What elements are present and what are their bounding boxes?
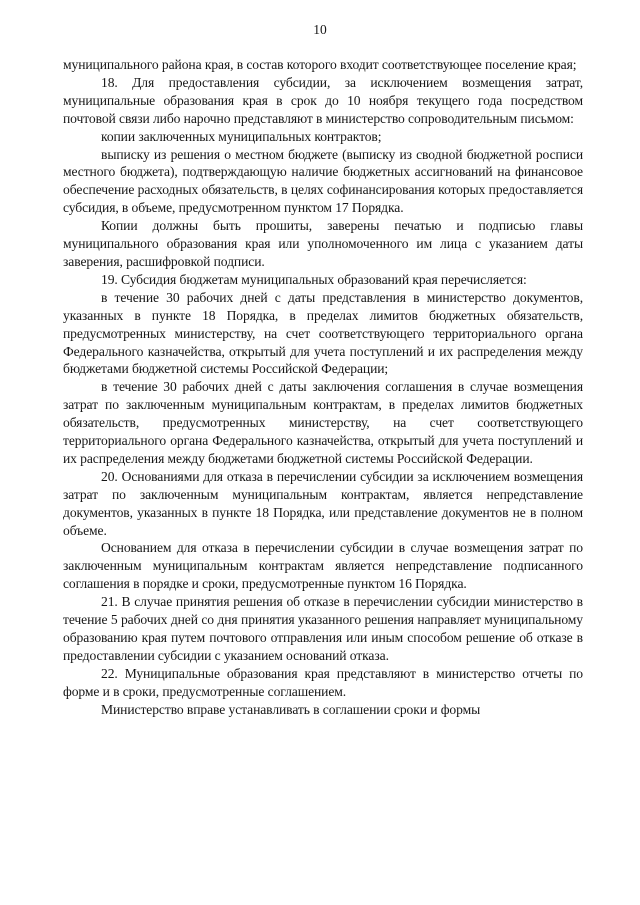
paragraph-clause-19: 19. Субсидия бюджетам муниципальных образований края перечисляется: [101, 271, 527, 287]
document-body [63, 56, 583, 719]
paragraph-list-item-contracts: копии заключенных муниципальных контрактов; [101, 128, 382, 144]
paragraph-clause-22: 22. Муниципальные образования края представляют в министерство отчеты по форме и в сроки, предусмотренные соглашением. [63, 665, 583, 699]
paragraph-clause-21: 21. В случае принятия решения об отказе в перечислении субсидии министерство в течение 5 рабочих дней со дня принятия указанного решения направляет муниципальному образованию края путем почтового отправления или иным способом решение об отказе в предоставлении субсидии с указанием оснований отказа. [63, 594, 583, 663]
paragraph-ministry-rights: Министерство вправе устанавливать в соглашении сроки и формы [101, 701, 481, 717]
paragraph-transfer-condition-2: в течение 30 рабочих дней с даты заключения соглашения в случае возмещения затрат по заключенным муниципальным контрактам, в пределах лимитов бюджетных обязательств, предусмотренных министерству, на счет соответствующего территориального органа Федерального казначейства, открытый для учета поступлений и их распределения между бюджетами бюджетной системы Российской Федерации. [63, 379, 583, 466]
paragraph-clause-18: 18. Для предоставления субсидии, за исключением возмещения затрат, муниципальные образования края в срок до 10 ноября текущего года посредством почтовой связи либо нарочно представляют в министерство сопроводительным письмом: [63, 74, 583, 126]
page-number: 10 [313, 22, 327, 37]
paragraph-copies-requirements: Копии должны быть прошиты, заверены печатью и подписью главы муниципального образования края или уполномоченного им лица с указанием даты заверения, расшифровкой подписи. [63, 218, 583, 269]
paragraph-refusal-ground: Основанием для отказа в перечислении субсидии в случае возмещения затрат по заключенным муниципальным контрактам является непредставление подписанного соглашения в порядке и сроки, предусмотренные пунктом 16 Порядка. [63, 540, 583, 592]
paragraph-list-item-budget-extract: выписку из решения о местном бюджете (выписку из сводной бюджетной росписи местного бюджета), подтверждающую наличие бюджетных ассигнований на финансовое обеспечение расходных обязательств, в целях софинансирования которых предоставляется субсидия, в объеме, предусмотренном пунктом 17 Порядка. [63, 146, 583, 216]
paragraph-transfer-condition-1: в течение 30 рабочих дней с даты представления в министерство документов, указанных в пункте 18 Порядка, в пределах лимитов бюджетных обязательств, предусмотренных министерству, на счет соответствующего территориального органа Федерального казначейства, открытый для учета поступлений и их распределения между бюджетами бюджетной системы Российской Федерации; [63, 289, 583, 377]
paragraph-clause-20: 20. Основаниями для отказа в перечислении субсидии за исключением возмещения затрат по заключенным муниципальным контрактам, является непредставление документов, указанных в пункте 18 Порядка, или представление документов не в полном объеме. [63, 468, 583, 538]
paragraph-continuation: муниципального района края, в состав которого входит соответствующее поселение края; [63, 57, 577, 72]
